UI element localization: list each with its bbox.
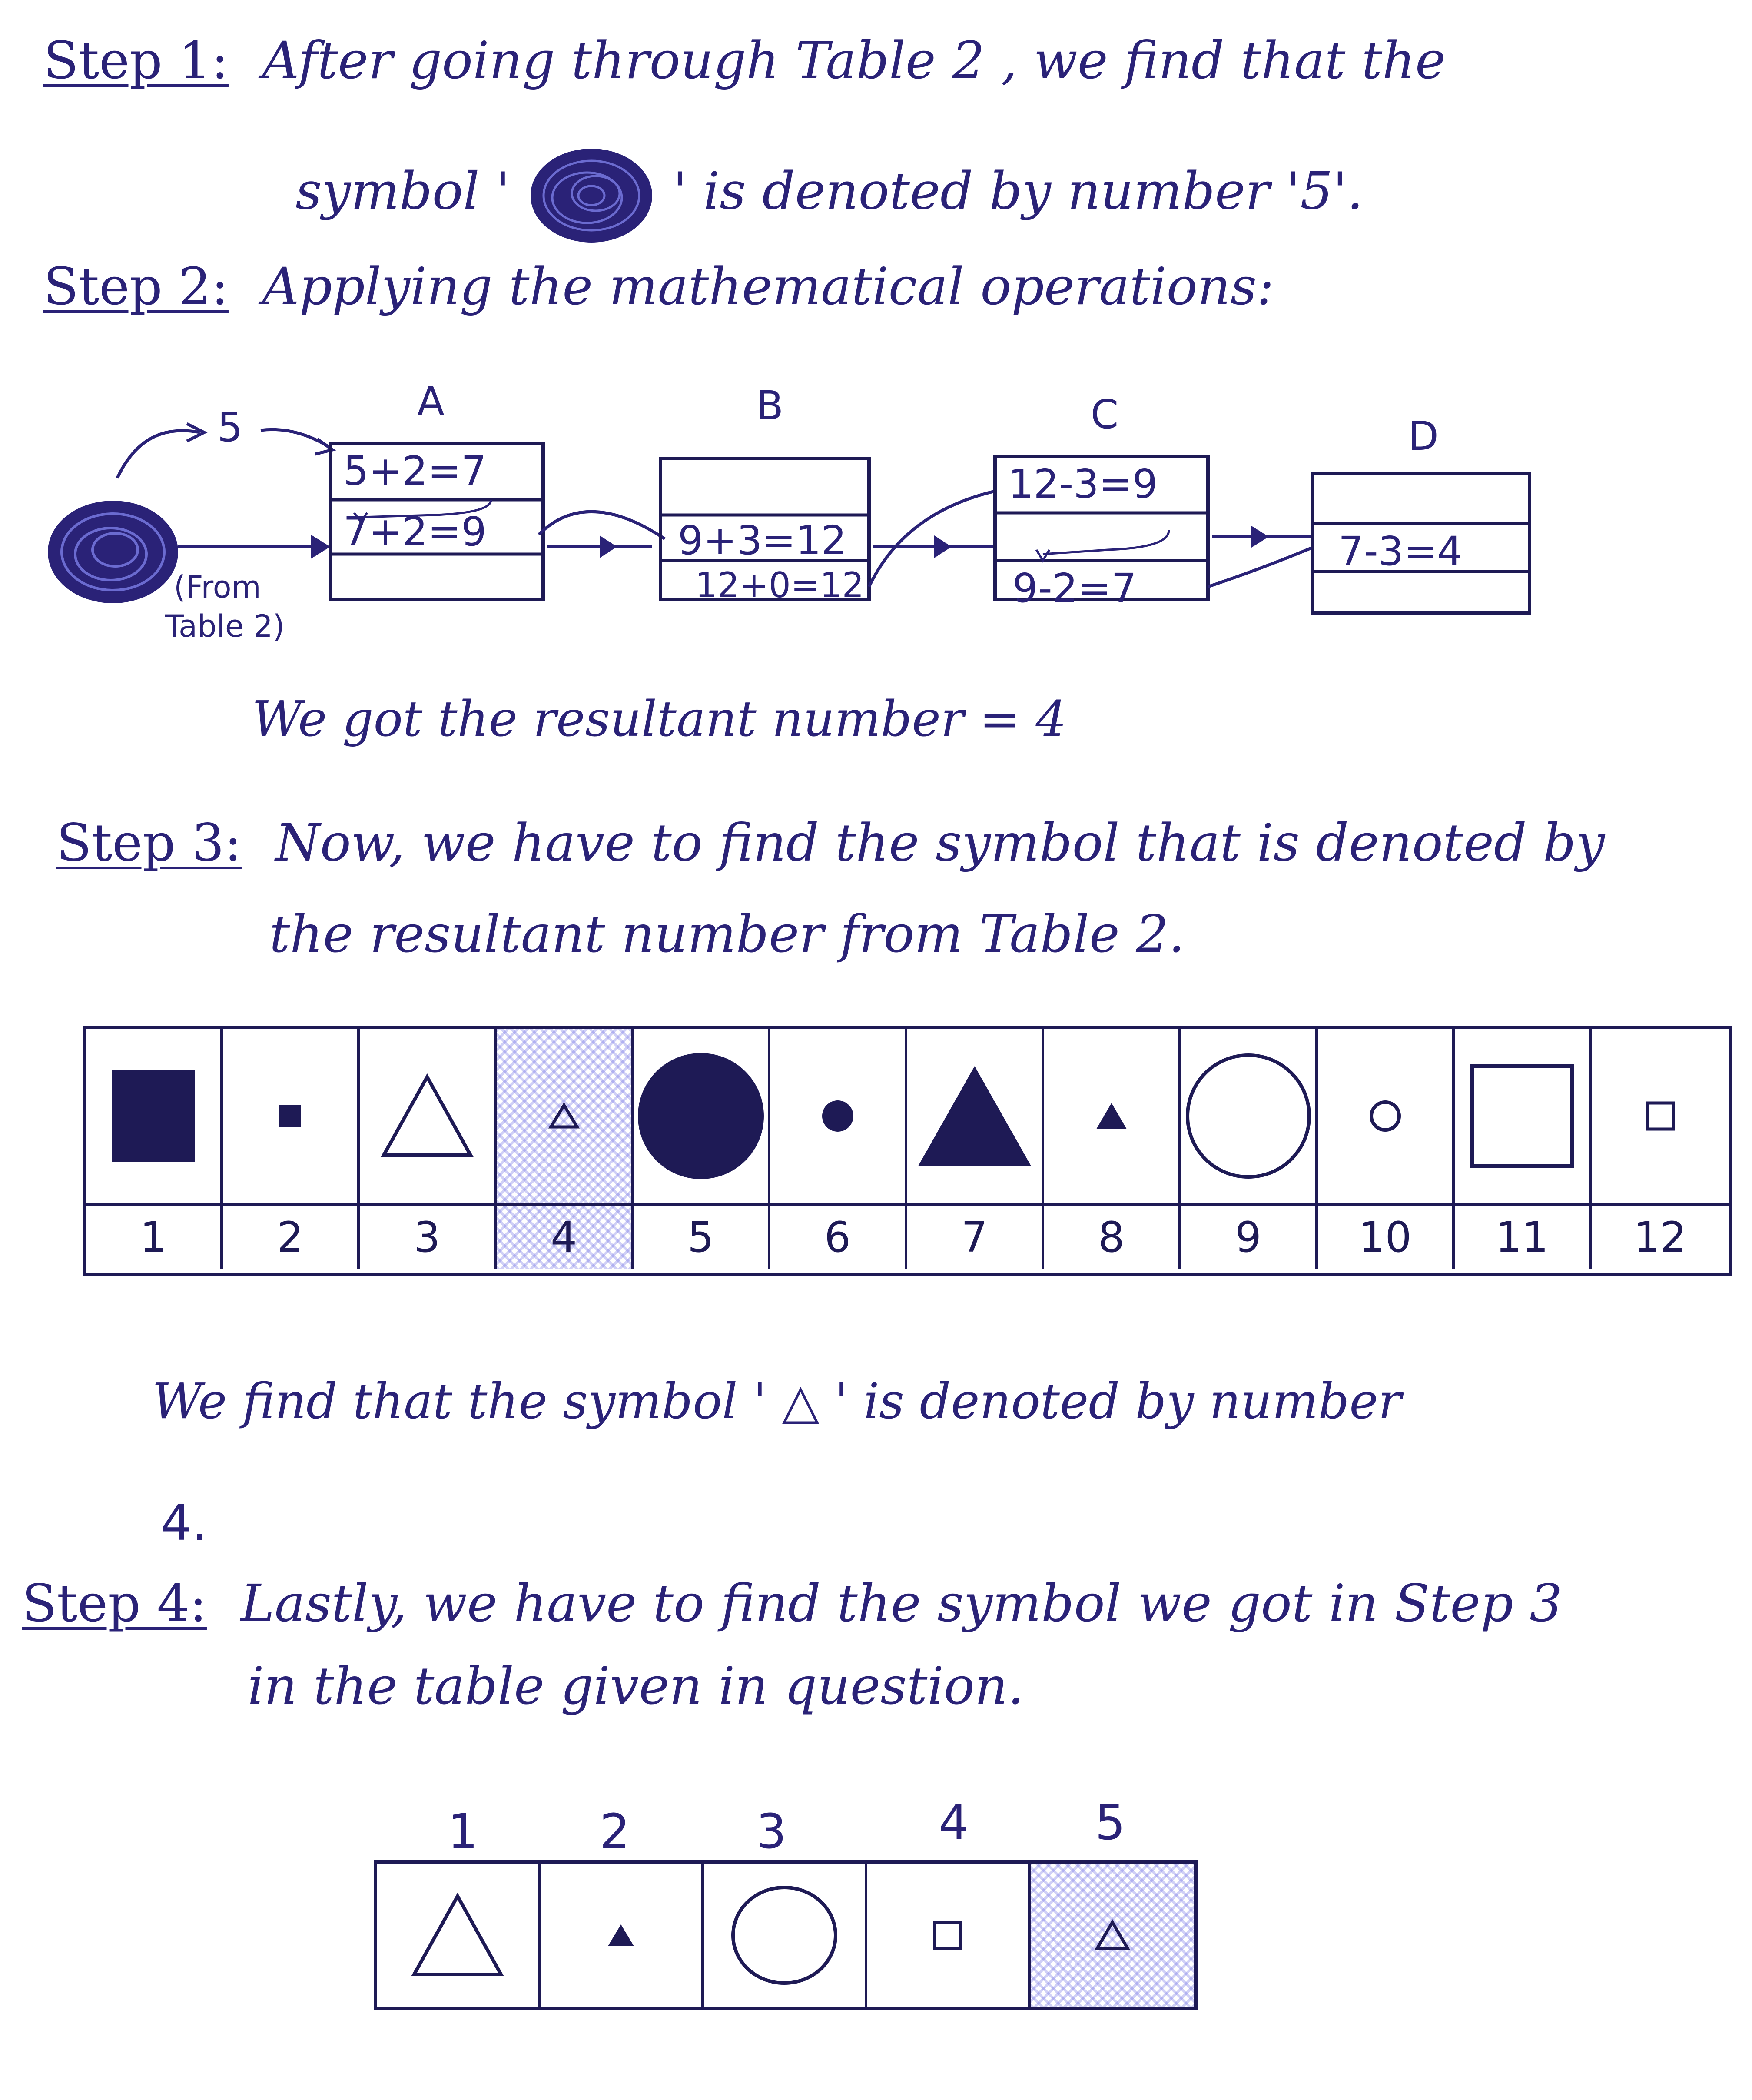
filled-triangle-large-icon: [916, 1064, 1033, 1168]
q-cell-1: [377, 1864, 541, 2007]
outline-square-large-icon: [1470, 1064, 1574, 1168]
step4-label: Step 4:: [22, 1573, 207, 1633]
outline-triangle-small-icon: [549, 1103, 579, 1129]
step1-symbol-pre: symbol ': [295, 161, 510, 221]
box-b-row3: 12+0=12: [695, 565, 864, 605]
q-number-5: 5: [1095, 1795, 1125, 1851]
step3-find-line2: 4.: [161, 1495, 207, 1552]
box-d-row2: 7-3=4: [1338, 528, 1463, 575]
step4-line1: [22, 1573, 1562, 1633]
number-cell-1: 1: [86, 1203, 223, 1269]
source-scribble-icon: [48, 501, 178, 603]
step1-line2: [295, 143, 1363, 248]
symbol-cell-9: [1181, 1029, 1318, 1203]
symbol-cell-12: [1592, 1029, 1729, 1203]
symbol-table-12: [83, 1026, 1732, 1276]
number-cell-12: 12: [1592, 1203, 1729, 1269]
outline-circle-large-icon: [1183, 1051, 1314, 1181]
symbol-cell-7: [907, 1029, 1044, 1203]
symbol-cell-6: [770, 1029, 907, 1203]
box-d-name: D: [1408, 413, 1439, 459]
number-cell-11: 11: [1455, 1203, 1592, 1269]
step4-line2: in the table given in question.: [248, 1656, 1024, 1716]
outline-square-small-icon: [932, 1920, 963, 1950]
box-c-row1: 12-3=9: [1008, 461, 1158, 507]
q-cell-5: [1031, 1864, 1194, 2007]
symbol-cell-5: [634, 1029, 770, 1203]
symbol-row: [86, 1029, 1729, 1203]
filled-triangle-small-icon: [606, 1922, 636, 1948]
step1-label: Step 1:: [43, 30, 229, 90]
filled-circle-large-icon: [636, 1051, 766, 1181]
step3-line2: the resultant number from Table 2.: [269, 904, 1185, 964]
number-cell-9: 9: [1181, 1203, 1318, 1269]
q-cell-3: [704, 1864, 867, 2007]
number-cell-4: 4: [497, 1203, 634, 1269]
step1-text: After going through Table 2 , we find that the: [262, 30, 1446, 90]
number-cell-10: 10: [1318, 1203, 1455, 1269]
symbol-cell-10: [1318, 1029, 1455, 1203]
number-cell-7: 7: [907, 1203, 1044, 1269]
step3-text: Now, we have to find the symbol that is denoted by: [275, 813, 1605, 873]
box-a-row2: 7+2=9: [343, 508, 487, 555]
box-b-name: B: [756, 382, 784, 429]
step4-text: Lastly, we have to find the symbol we got in Step 3: [240, 1573, 1563, 1633]
q-cell-4: [867, 1864, 1031, 2007]
step1-symbol-post: ' is denoted by number '5'.: [673, 161, 1364, 221]
q-number-3: 3: [756, 1804, 786, 1859]
step3-line1: [56, 813, 1605, 873]
step3-find-line1: [152, 1373, 1401, 1430]
q-number-1: 1: [448, 1804, 478, 1859]
outline-circle-large-icon: [728, 1883, 841, 1987]
step2-text: Applying the mathematical operations:: [262, 256, 1274, 316]
outline-triangle-large-icon: [379, 1073, 475, 1160]
filled-square-large-icon: [110, 1068, 197, 1164]
box-a-name: A: [417, 378, 445, 425]
step3-find-pre: We find that the symbol ': [152, 1373, 766, 1430]
step3-find-post: ' is denoted by number: [835, 1373, 1402, 1430]
outline-square-small-icon: [1645, 1101, 1676, 1131]
step3-label: Step 3:: [56, 813, 242, 873]
symbol-cell-4: [497, 1029, 634, 1203]
symbol-cell-3: [360, 1029, 497, 1203]
filled-square-small-icon: [277, 1103, 303, 1129]
from-label-2: Table 2): [165, 608, 285, 644]
step2-label: Step 2:: [43, 256, 229, 316]
box-c-name: C: [1091, 391, 1119, 438]
symbol-cell-2: [223, 1029, 360, 1203]
number-cell-5: 5: [634, 1203, 770, 1269]
box-c-row3: 9-2=7: [1012, 565, 1137, 611]
number-cell-6: 6: [770, 1203, 907, 1269]
q-cell-2: [541, 1864, 704, 2007]
box-a-row1: 5+2=7: [343, 448, 487, 494]
step2-line: [43, 256, 1274, 316]
filled-triangle-small-icon: [1094, 1101, 1129, 1131]
q-number-4: 4: [939, 1795, 969, 1851]
symbol-cell-1: [86, 1029, 223, 1203]
from-label-1: (From: [174, 569, 261, 605]
number-cell-2: 2: [223, 1203, 360, 1269]
step2-result: We got the resultant number = 4: [252, 691, 1067, 748]
number-cell-8: 8: [1044, 1203, 1181, 1269]
q-number-2: 2: [600, 1804, 630, 1859]
filled-circle-small-icon: [820, 1099, 855, 1133]
box-b-row2: 9+3=12: [678, 517, 847, 564]
outline-triangle-large-icon: [410, 1892, 505, 1979]
triangle-icon: △: [782, 1373, 820, 1430]
question-table: [374, 1860, 1198, 2010]
number-cell-3: 3: [360, 1203, 497, 1269]
outline-triangle-small-icon: [1095, 1920, 1130, 1950]
question-symbol-row: [377, 1864, 1194, 2007]
symbol-cell-11: [1455, 1029, 1592, 1203]
outline-circle-small-icon: [1368, 1099, 1403, 1133]
step1-scribble-icon: [526, 143, 657, 248]
step2-diagram: [0, 382, 1752, 730]
symbol-cell-8: [1044, 1029, 1181, 1203]
input-value-5: 5: [217, 404, 243, 451]
number-row: [86, 1203, 1729, 1269]
step1-line1: [43, 30, 1446, 90]
